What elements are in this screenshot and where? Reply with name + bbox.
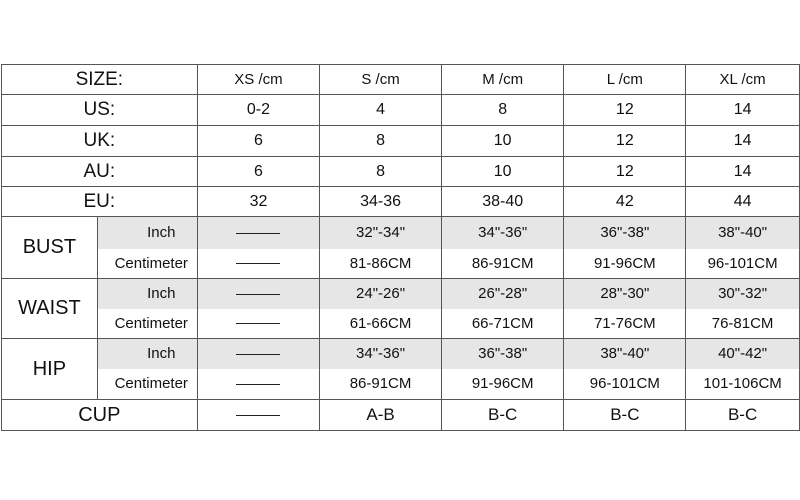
measure-name-hip: HIP (2, 339, 98, 400)
table-cell: 28"-30" (564, 279, 686, 309)
table-cell: B-C (441, 400, 564, 431)
table-cell: 10 (441, 126, 564, 157)
hip-inch-row (2, 339, 800, 369)
table-cell: 32"-34" (320, 217, 442, 249)
table-cell: B-C (686, 400, 800, 431)
table-cell: 32 (197, 187, 320, 217)
region-label: UK: (2, 126, 198, 157)
table-cell: 14 (686, 157, 800, 187)
table-cell: 42 (564, 187, 686, 217)
table-cell: 38-40 (441, 187, 564, 217)
size-header-row (2, 65, 800, 95)
measure-name-waist: WAIST (2, 279, 98, 339)
region-row-eu (2, 187, 800, 217)
dash-placeholder (236, 263, 280, 264)
dash-placeholder (236, 323, 280, 324)
table-cell: 8 (320, 126, 442, 157)
size-col-l: L /cm (564, 65, 686, 95)
dash-placeholder (236, 415, 280, 416)
unit-label-centimeter: Centimeter (97, 369, 197, 400)
table-cell: 81-86CM (320, 249, 442, 279)
bust-inch-row (2, 217, 800, 249)
table-cell: 12 (564, 95, 686, 126)
bust-cm-row (2, 249, 800, 279)
table-cell: 10 (441, 157, 564, 187)
measure-name-bust: BUST (2, 217, 98, 279)
table-cell (197, 339, 320, 369)
table-cell: 96-101CM (686, 249, 800, 279)
table-cell (197, 279, 320, 309)
region-row-us (2, 95, 800, 126)
size-chart-table (1, 64, 800, 431)
table-cell: A-B (320, 400, 442, 431)
table-cell: 44 (686, 187, 800, 217)
table-cell (197, 369, 320, 400)
size-col-s: S /cm (320, 65, 442, 95)
table-cell: 91-96CM (564, 249, 686, 279)
table-cell: 86-91CM (441, 249, 564, 279)
unit-label-centimeter: Centimeter (97, 249, 197, 279)
table-cell: 76-81CM (686, 309, 800, 339)
region-label: US: (2, 95, 198, 126)
size-label: SIZE: (2, 65, 198, 95)
unit-label-inch: Inch (97, 217, 197, 249)
table-cell: 30"-32" (686, 279, 800, 309)
table-cell: 71-76CM (564, 309, 686, 339)
dash-placeholder (236, 354, 280, 355)
size-col-xs: XS /cm (197, 65, 320, 95)
size-col-m: M /cm (441, 65, 564, 95)
table-cell: 91-96CM (441, 369, 564, 400)
table-cell: 34-36 (320, 187, 442, 217)
table-cell: 12 (564, 126, 686, 157)
table-cell: B-C (564, 400, 686, 431)
table-cell: 4 (320, 95, 442, 126)
hip-cm-row (2, 369, 800, 400)
region-row-uk (2, 126, 800, 157)
waist-cm-row (2, 309, 800, 339)
table-cell (197, 217, 320, 249)
table-cell: 14 (686, 95, 800, 126)
table-cell: 36"-38" (441, 339, 564, 369)
cup-row (2, 400, 800, 431)
table-cell: 101-106CM (686, 369, 800, 400)
table-cell: 86-91CM (320, 369, 442, 400)
table-cell (197, 249, 320, 279)
table-cell: 6 (197, 157, 320, 187)
table-cell: 36"-38" (564, 217, 686, 249)
table-cell: 12 (564, 157, 686, 187)
size-col-xl: XL /cm (686, 65, 800, 95)
table-cell: 34"-36" (441, 217, 564, 249)
dash-placeholder (236, 384, 280, 385)
region-row-au (2, 157, 800, 187)
region-label: AU: (2, 157, 198, 187)
table-cell: 38"-40" (564, 339, 686, 369)
table-cell (197, 400, 320, 431)
table-cell: 38"-40" (686, 217, 800, 249)
waist-inch-row (2, 279, 800, 309)
table-cell: 24"-26" (320, 279, 442, 309)
unit-label-inch: Inch (97, 279, 197, 309)
table-cell: 6 (197, 126, 320, 157)
dash-placeholder (236, 233, 280, 234)
table-cell: 66-71CM (441, 309, 564, 339)
unit-label-inch: Inch (97, 339, 197, 369)
table-cell: 8 (320, 157, 442, 187)
table-cell: 0-2 (197, 95, 320, 126)
table-cell: 40"-42" (686, 339, 800, 369)
table-cell: 8 (441, 95, 564, 126)
table-cell: 34"-36" (320, 339, 442, 369)
unit-label-centimeter: Centimeter (97, 309, 197, 339)
table-cell: 61-66CM (320, 309, 442, 339)
cup-label: CUP (2, 400, 198, 431)
table-cell: 96-101CM (564, 369, 686, 400)
table-cell: 26"-28" (441, 279, 564, 309)
table-cell: 14 (686, 126, 800, 157)
table-cell (197, 309, 320, 339)
region-label: EU: (2, 187, 198, 217)
dash-placeholder (236, 294, 280, 295)
